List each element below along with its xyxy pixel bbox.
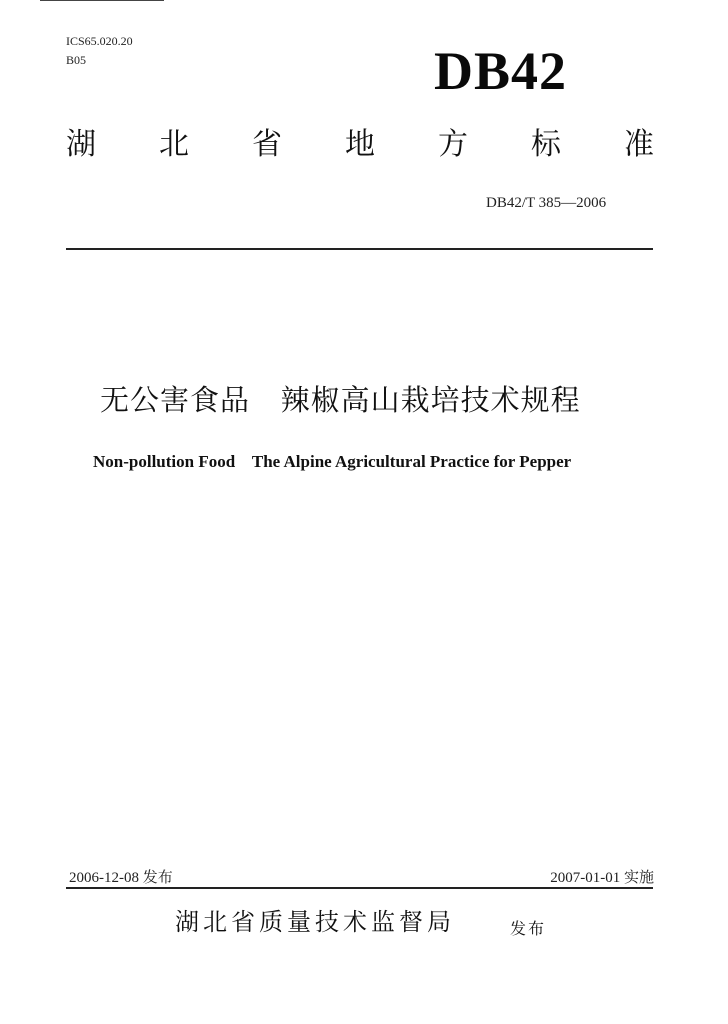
corner-scan-line xyxy=(40,0,164,1)
title-char: 方 xyxy=(438,127,468,162)
footer-divider xyxy=(66,887,653,889)
issue-date-line xyxy=(69,866,173,887)
title-char: 北 xyxy=(159,127,189,162)
implement-label: 实施 xyxy=(623,868,654,886)
title-char: 省 xyxy=(252,127,282,162)
issuing-authority: 湖北省质量技术监督局 xyxy=(175,908,455,936)
ics-code: ICS65.020.20 xyxy=(66,34,133,48)
implement-date: 2007-01-01 xyxy=(550,870,621,886)
title-char: 准 xyxy=(624,127,654,162)
issue-date: 2006-12-08 xyxy=(69,870,139,886)
standard-type-title xyxy=(66,127,654,162)
header-divider xyxy=(66,248,653,250)
issue-label: 发布 xyxy=(142,868,173,886)
standard-number: DB42/T 385—2006 xyxy=(486,195,607,211)
standard-code-logo: DB42 xyxy=(434,41,568,101)
document-title-chinese: 无公害食品 辣椒高山栽培技术规程 xyxy=(100,383,581,417)
title-char: 标 xyxy=(531,127,561,162)
title-char: 地 xyxy=(345,127,375,162)
title-char: 湖 xyxy=(66,127,96,162)
implement-date-line xyxy=(550,866,654,887)
ccs-code: B05 xyxy=(66,53,87,67)
issuing-label: 发布 xyxy=(510,919,547,938)
document-title-english: Non-pollution Food The Alpine Agricultural Practice for Pepper xyxy=(93,452,572,471)
